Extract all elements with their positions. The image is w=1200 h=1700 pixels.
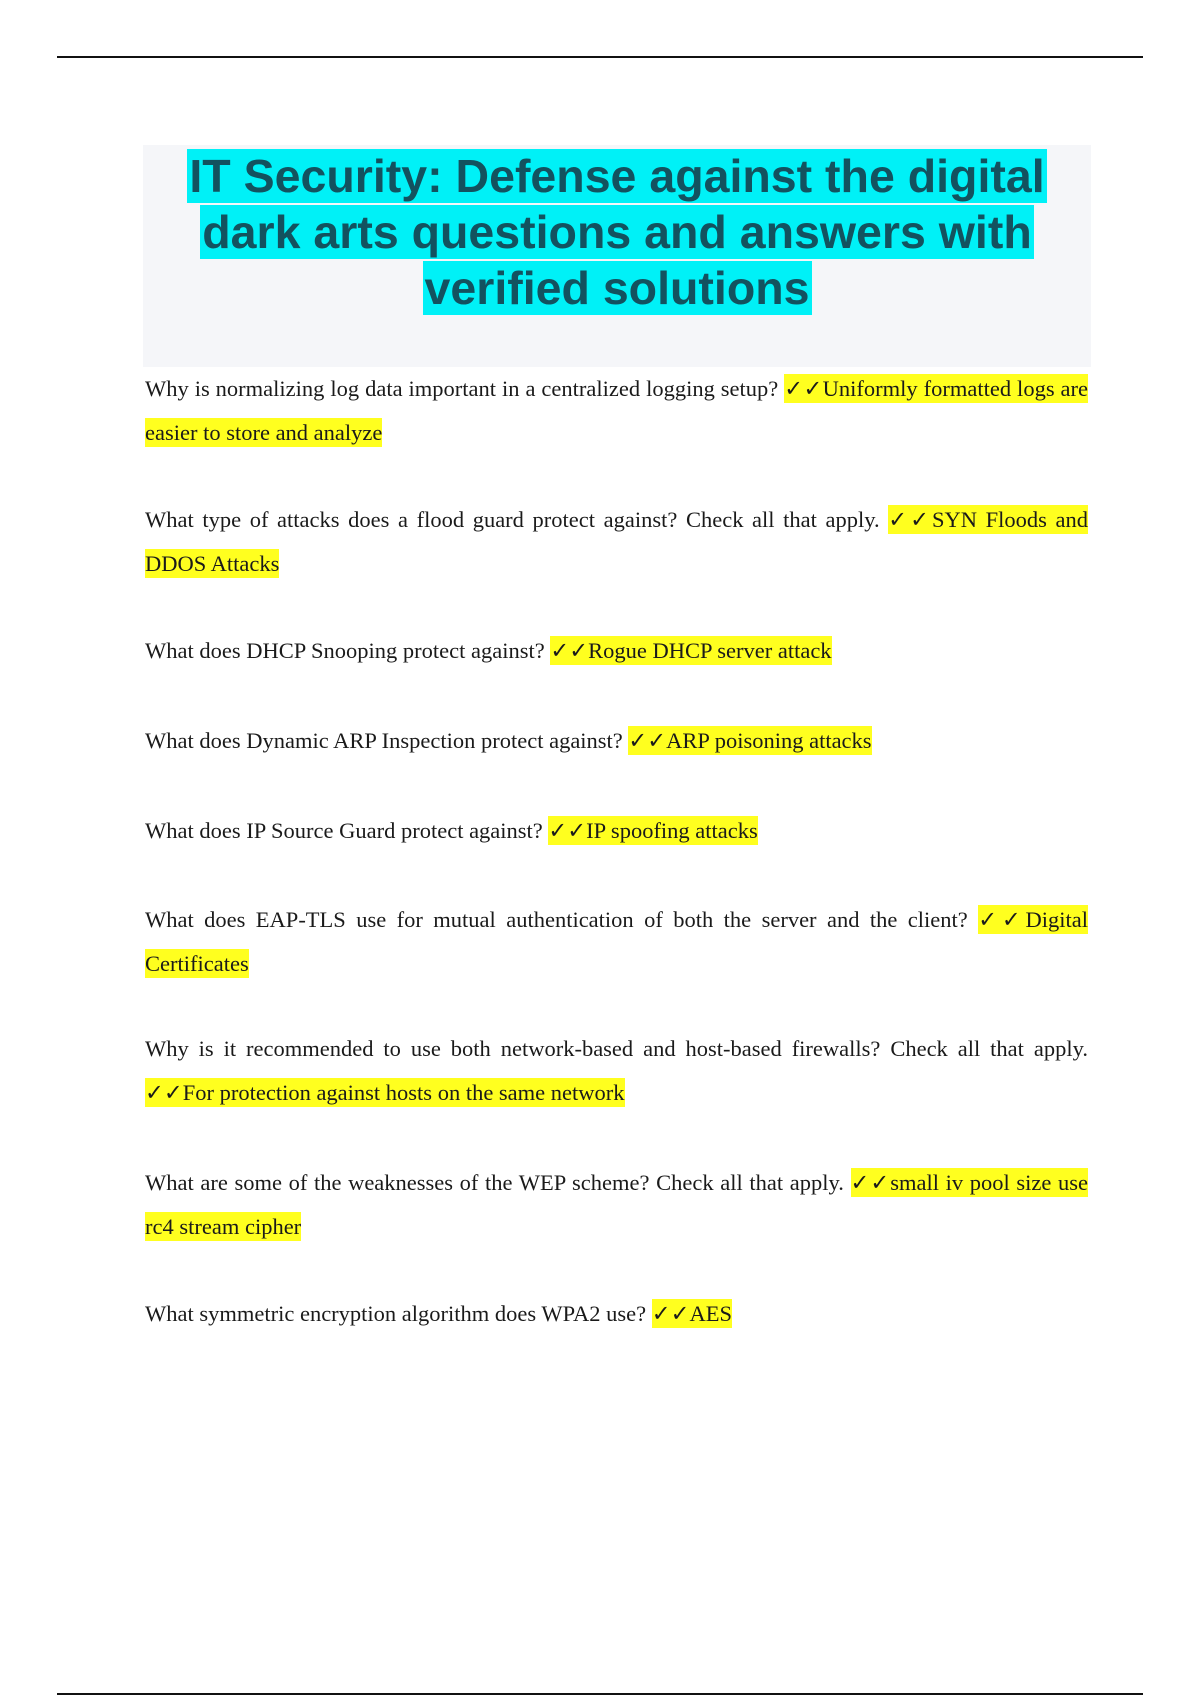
answer-text: Rogue DHCP server attack [588, 638, 832, 663]
question-text: What does IP Source Guard protect against? [145, 818, 543, 843]
question-text: What does DHCP Snooping protect against? [145, 638, 545, 663]
answer-text: SYN Floods and DDOS Attacks [145, 507, 1088, 576]
checkmark-icon: ✓✓ [651, 1301, 690, 1326]
qa-item-5 [145, 809, 1088, 853]
question-text: What symmetric encryption algorithm does WPA2 use? [145, 1301, 647, 1326]
qa-item-3 [145, 629, 1088, 673]
question-text: What does Dynamic ARP Inspection protect against? [145, 728, 623, 753]
question-text: What does EAP-TLS use for mutual authentication of both the server and the client? [145, 907, 968, 932]
answer-text: For protection against hosts on the same network [182, 1080, 625, 1105]
page-top-rule [57, 56, 1143, 58]
qa-item-7 [145, 1027, 1088, 1115]
answer-highlight [628, 726, 871, 755]
checkmark-icon: ✓✓ [888, 507, 932, 532]
qa-item-6 [145, 898, 1088, 986]
page-bottom-rule [57, 1693, 1143, 1695]
question-text: What are some of the weaknesses of the WEP scheme? Check all that apply. [145, 1170, 844, 1195]
answer-text: Digital Certificates [145, 907, 1088, 976]
checkmark-icon: ✓✓ [550, 638, 589, 663]
answer-text: ARP poisoning attacks [666, 728, 872, 753]
checkmark-icon: ✓✓ [978, 907, 1026, 932]
checkmark-icon: ✓✓ [784, 376, 823, 401]
qa-item-1 [145, 367, 1088, 455]
title-block [143, 145, 1091, 367]
answer-highlight [652, 1299, 732, 1328]
answer-highlight [145, 1078, 625, 1107]
answer-highlight [550, 636, 831, 665]
checkmark-icon: ✓✓ [145, 1080, 183, 1105]
answer-text: small iv pool size use rc4 stream cipher [145, 1170, 1088, 1239]
qa-item-2 [145, 498, 1088, 586]
qa-item-4 [145, 719, 1088, 763]
qa-item-8 [145, 1161, 1088, 1249]
answer-text: IP spoofing attacks [586, 818, 758, 843]
question-text: What type of attacks does a flood guard protect against? Check all that apply. [145, 507, 880, 532]
question-text: Why is normalizing log data important in a centralized logging setup? [145, 376, 779, 401]
answer-text: Uniformly formatted logs are easier to store and analyze [145, 376, 1089, 445]
qa-item-9 [145, 1292, 1088, 1336]
answer-highlight [548, 816, 757, 845]
checkmark-icon: ✓✓ [628, 728, 667, 753]
question-text: Why is it recommended to use both network-based and host-based firewalls? Check all that apply. [145, 1036, 1088, 1061]
checkmark-icon: ✓✓ [850, 1170, 891, 1195]
answer-text: AES [689, 1301, 733, 1326]
document-title: IT Security: Defense against the digital dark arts questions and answers with verified solutions [189, 150, 1045, 314]
checkmark-icon: ✓✓ [548, 818, 587, 843]
